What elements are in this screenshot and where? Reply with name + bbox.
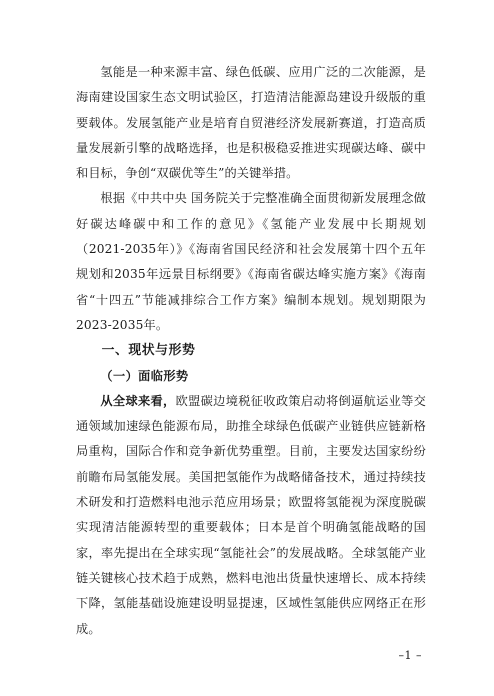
paragraph-body: 欧盟碳边境税征收政策启动将倒逼航运业等交通领域加速绿色能源布局，助推全球绿色低碳产业链供应链新格局重构，国际合作和竞争新优势重塑。目前，主要发达国家纷纷前瞻布局氢能发展。美国把氢能作为战略储备技术，通过持续技术研发和打造燃料电池示范应用场景；欧盟将氢能视为深度脱碳实现清洁能源转型的重要载体；日本是首个明确氢能战略的国家，率先提出在全球实现“氢能社会”的发展战略。全球氢能产业链关键核心技术趋于成熟，燃料电池出货量快速增长、成本持续下降，氢能基础设施建设明显提速，区域性氢能供应网络正在形成。 — [76, 393, 426, 636]
intro-paragraph: 氢能是一种来源丰富、绿色低碳、应用广泛的二次能源，是海南建设国家生态文明试验区，打造清洁能源岛建设升级版的重要载体。发展氢能产业是培育自贸港经济发展新赛道，打造高质量发展新引擎的战略选择，也是积极稳妥推进实现碳达峰、碳中和目标，争创“双碳优等生”的关键举措。 — [76, 65, 426, 181]
subsection-heading: （一）面临形势 — [100, 368, 189, 383]
section-heading: 一、现状与形势 — [101, 343, 196, 359]
page-number: –1 – — [398, 649, 422, 662]
paragraph-lead: 从全球来看， — [100, 393, 176, 408]
global-situation-paragraph — [76, 389, 426, 642]
document-body — [76, 60, 426, 642]
basis-paragraph: 根据《中共中央 国务院关于完整准确全面贯彻新发展理念做好碳达峰碳中和工作的意见》《氢能产业发展中长期规划（2021-2035年）》《海南省国民经济和社会发展第十四个五年规划和2035年远景目标纲要》《海南省碳达峰实施方案》《海南省“十四五”节能减排综合工作方案》编制本规划。规划期限为2023-2035年。 — [76, 191, 426, 332]
